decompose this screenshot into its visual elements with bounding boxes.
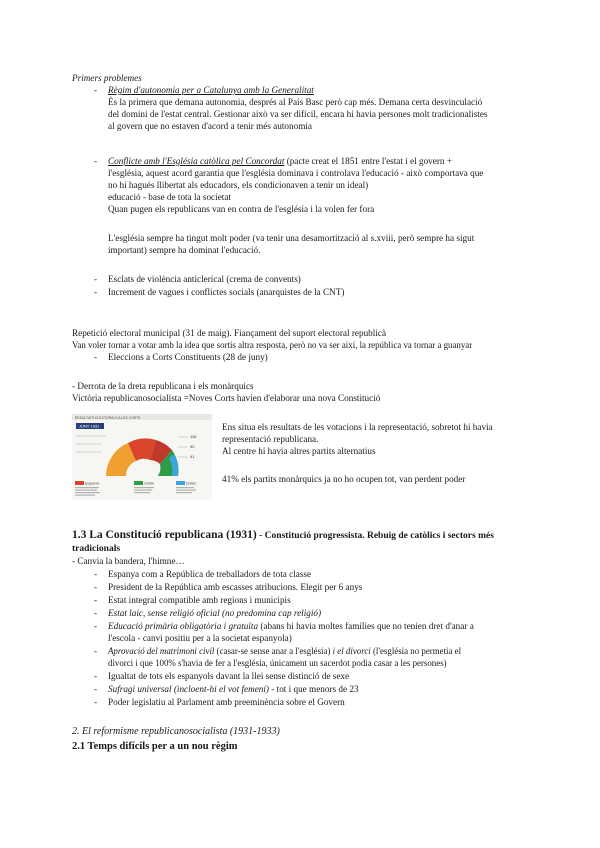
bullet-dash: - [94,352,98,362]
section-heading-primers-problemes: Primers problemes [72,73,142,83]
paragraph-line: Van voler tornar a votar amb la idea que sortís altra resposta, però no va ser així, la república va tornar a guanyar [72,340,473,350]
figure-caption-line: representació republicana. [222,434,319,444]
item-concordat-line: no hi hagués llibertat als educadors, els condicionaven a tenir un ideal) [108,180,369,190]
item-concordat-line: Quan pugen els republicans van en contra de l'església i la volen fer fora [108,204,375,214]
legend-label: Dretes [186,481,196,486]
bullet-dash: - [94,287,98,297]
list-item-continuation: l'escola - canvi positiu per a la societat espanyola) [108,633,292,643]
bullet-dash: - [94,671,98,681]
item-concordat-rest: (pacte creat el 1851 entre l'estat i el govern + [284,156,452,166]
list-item [108,645,461,657]
item-eleccions: Eleccions a Corts Constituents (28 de juny) [108,352,268,362]
list-item: Poder legislatiu al Parlament amb preeminència sobre el Govern [108,697,345,707]
item-concordat-title: Conflicte amb l'Església catòlica pel Concordat [108,156,285,166]
list-item-text: (abans hi havia moltes famílies que no tenien dret d'anar a [258,621,474,631]
section-heading-constitucio [72,528,494,543]
figure-number: 116 [190,434,197,439]
bullet-dash: - [94,684,98,694]
bullet-dash: - [94,85,98,95]
item-vagues: Increment de vagues i conflictes socials (anarquistes de la CNT) [108,287,345,297]
paragraph-line: - Derrota de la dreta republicana i els monàrquics [72,381,254,391]
subsection-heading: 2.1 Temps difícils per a un nou règim [72,741,238,752]
list-item: Espanya com a República de treballadors de tota classe [108,569,312,579]
item-violencia: Esclats de violència anticlerical (crema de convents) [108,274,301,284]
list-item-emphasis: Aprovació del matrimoni civil [108,646,215,656]
list-item-text: (casar-se sense anar a l'església) [214,646,333,656]
heading-rest: - Constitució progressista. Rebuig de catòlics i sectors més [256,531,494,541]
figure-title: RESULTATS ELECTORALS A LES CORTS [75,416,141,420]
legend-label: Centre [144,481,155,486]
list-item-emphasis: Sufragi universal (incloent-hi el vot femení) [108,684,269,694]
bullet-dash: - [94,156,98,166]
bullet-dash: - [94,697,98,707]
parliament-chart [72,414,212,500]
figure-date: JUNY 1931 [79,423,100,429]
figure-note: 41% els partits monàrquics ja no ho ocupen tot, van perdent poder [222,474,466,484]
legend-label: Esquerra [85,481,99,486]
list-item [108,683,359,695]
bullet-dash: - [94,621,98,631]
list-item: Estat laic, sense religió oficial (no predomina cap religió) [108,608,322,618]
item-autonomia-title: Règim d'autonomia per a Catalunya amb la Generalitat [108,85,314,95]
list-item-emphasis: i el divorci [332,646,371,656]
list-item [108,620,474,632]
list-item: Estat integral compatible amb regions i municipis [108,595,291,605]
item-autonomia-line: del domini de l'estat central. Gestionar això va ser difícil, encara hi havia persones molt tradicionalistes [108,109,488,119]
paragraph-line: important) sempre ha dominat l'educació. [108,245,261,255]
list-item: President de la República amb escasses atribucions. Elegit per 6 anys [108,582,363,592]
heading-main: 1.3 La Constitució republicana (1931) [72,529,257,541]
list-item-continuation: divorci i que 100% s'havia de fer a l'església, únicament un sacerdot podia casar a les persones) [108,658,447,668]
list-item: Igualtat de tots els espanyols davant la llei sense distinció de sexe [108,671,350,681]
list-item-text: (l'església no permetia el [370,646,462,656]
election-results-figure [72,414,212,500]
figure-number: 41 [190,454,195,459]
bullet-dash: - [94,274,98,284]
section-heading-reformisme: 2. El reformisme republicanosocialista (1931-1933) [72,726,280,737]
item-concordat-line: l'església, aquest acord garantia que l'església dominava i controlava l'educació - això comportava que [108,168,484,178]
bullet-dash: - [94,569,98,579]
paragraph-line: Repetició electoral municipal (31 de maig). Fiançament del suport electoral republicà [72,328,387,338]
list-item-text: - tot i que menors de 23 [269,684,359,694]
intro-line: - Canvia la bandera, l'himne… [72,556,185,566]
bullet-dash: - [94,646,98,656]
item-concordat-line: educació - base de tota la societat [108,192,231,202]
figure-caption-line: Al centre hi havia altres partits alternatius [222,446,376,456]
heading-line2: tradicionals [72,544,121,554]
bullet-dash: - [94,595,98,605]
figure-caption-line: Ens situa els resultats de les votacions i la representació, sobretot hi havia [222,422,493,432]
item-autonomia-line: al govern que no estaven d'acord a tenir més autonomia [108,121,312,131]
item-autonomia-line: És la primera que demana autonomia, després al País Basc però cap més. Demana certa desvinculació [108,97,483,107]
item-concordat-firstline [108,155,452,167]
figure-number: 90 [190,444,195,449]
bullet-dash: - [94,608,98,618]
paragraph-line: Victòria republicanosocialista =Noves Corts havien d'elaborar una nova Constitució [72,393,381,403]
list-item-emphasis: Educació primària obligatòria i gratuïta [108,621,259,631]
bullet-dash: - [94,582,98,592]
paragraph-line: L'església sempre ha tingut molt poder (va tenir una desamortització al s.xviii, però sempre ha sigut [108,233,475,243]
